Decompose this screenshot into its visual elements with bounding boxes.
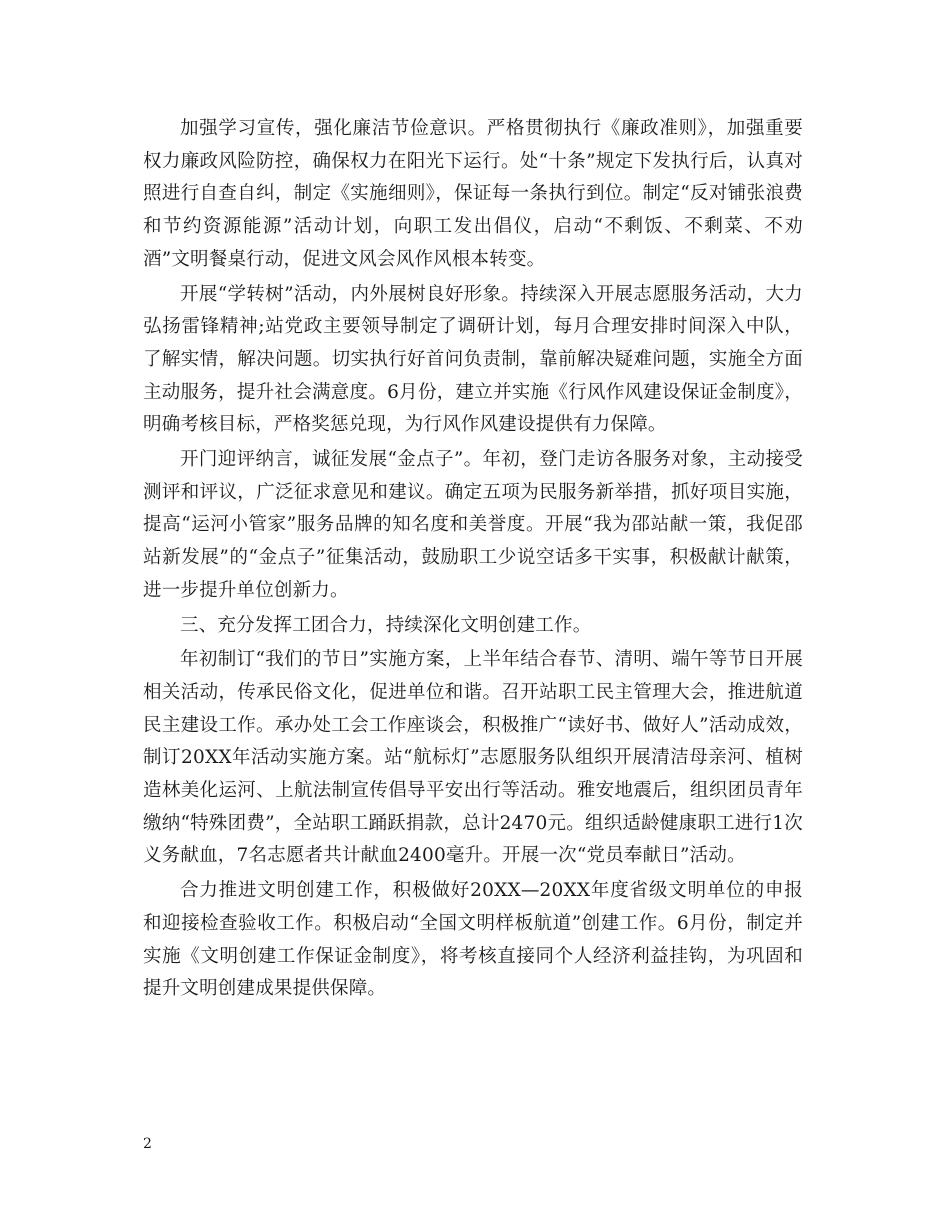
paragraph-festival-activities: 年初制订“我们的节日”实施方案，上半年结合春节、清明、端午等节日开展相关活动，传承民俗文化，促进单位和谐。召开站职工民主管理大会，推进航道民主建设工作。承办处工会工作座谈会，积极推广“读好书、做好人”活动成效，制订20XX年活动实施方案。站“航标灯”志愿服务队组织开展清洁母亲河、植树造林美化运河、上航法制宣传倡导平安出行等活动。雅安地震后，组织团员青年缴纳“特殊团费”，全站职工踊跃捐款，总计2470元。组织适龄健康职工进行1次义务献血，7名志愿者共计献血2400毫升。开展一次“党员奉献日”活动。: [143, 649, 803, 867]
paragraph-civilization-creation: 合力推进文明创建工作，积极做好20XX—20XX年度省级文明单位的申报和迎接检查验收工作。积极启动“全国文明样板航道”创建工作。6月份，制定并实施《文明创建工作保证金制度》，将考核直接同个人经济利益挂钩，为巩固和提升文明创建成果提供保障。: [143, 880, 803, 1000]
paragraph-clean-governance: 加强学习宣传，强化廉洁节俭意识。严格贯彻执行《廉政准则》，加强重要权力廉政风险防控，确保权力在阳光下运行。处“十条”规定下发执行后，认真对照进行自查自纠，制定《实施细则》，保证每一条执行到位。制定“反对铺张浪费和节约资源能源”活动计划，向职工发出倡仪，启动“不剩饭、不剩菜、不劝酒”文明餐桌行动，促进文风会风作风根本转变。: [143, 118, 803, 270]
document-body: [143, 113, 803, 1008]
paragraph-golden-ideas: 开门迎评纳言，诚征发展“金点子”。年初，登门走访各服务对象，主动接受测评和评议，广泛征求意见和建议。确定五项为民服务新举措，抓好项目实施，提高“运河小管家”服务品牌的知名度和美誉度。开展“我为邵站献一策，我促邵站新发展”的“金点子”征集活动，鼓励职工少说空话多干实事，积极献计献策，进一步提升单位创新力。: [143, 449, 803, 601]
paragraph-learn-transform: 开展“学转树”活动，内外展树良好形象。持续深入开展志愿服务活动，大力弘扬雷锋精神;站党政主要领导制定了调研计划，每月合理安排时间深入中队，了解实情，解决问题。切实执行好首问负责制，靠前解决疑难问题，实施全方面主动服务，提升社会满意度。6月份，建立并实施《行风作风建设保证金制度》，明确考核目标，严格奖惩兑现，为行风作风建设提供有力保障。: [143, 283, 803, 436]
section-heading-3: 三、充分发挥工团合力，持续深化文明创建工作。: [180, 614, 592, 636]
page-number: 2: [143, 1136, 152, 1152]
